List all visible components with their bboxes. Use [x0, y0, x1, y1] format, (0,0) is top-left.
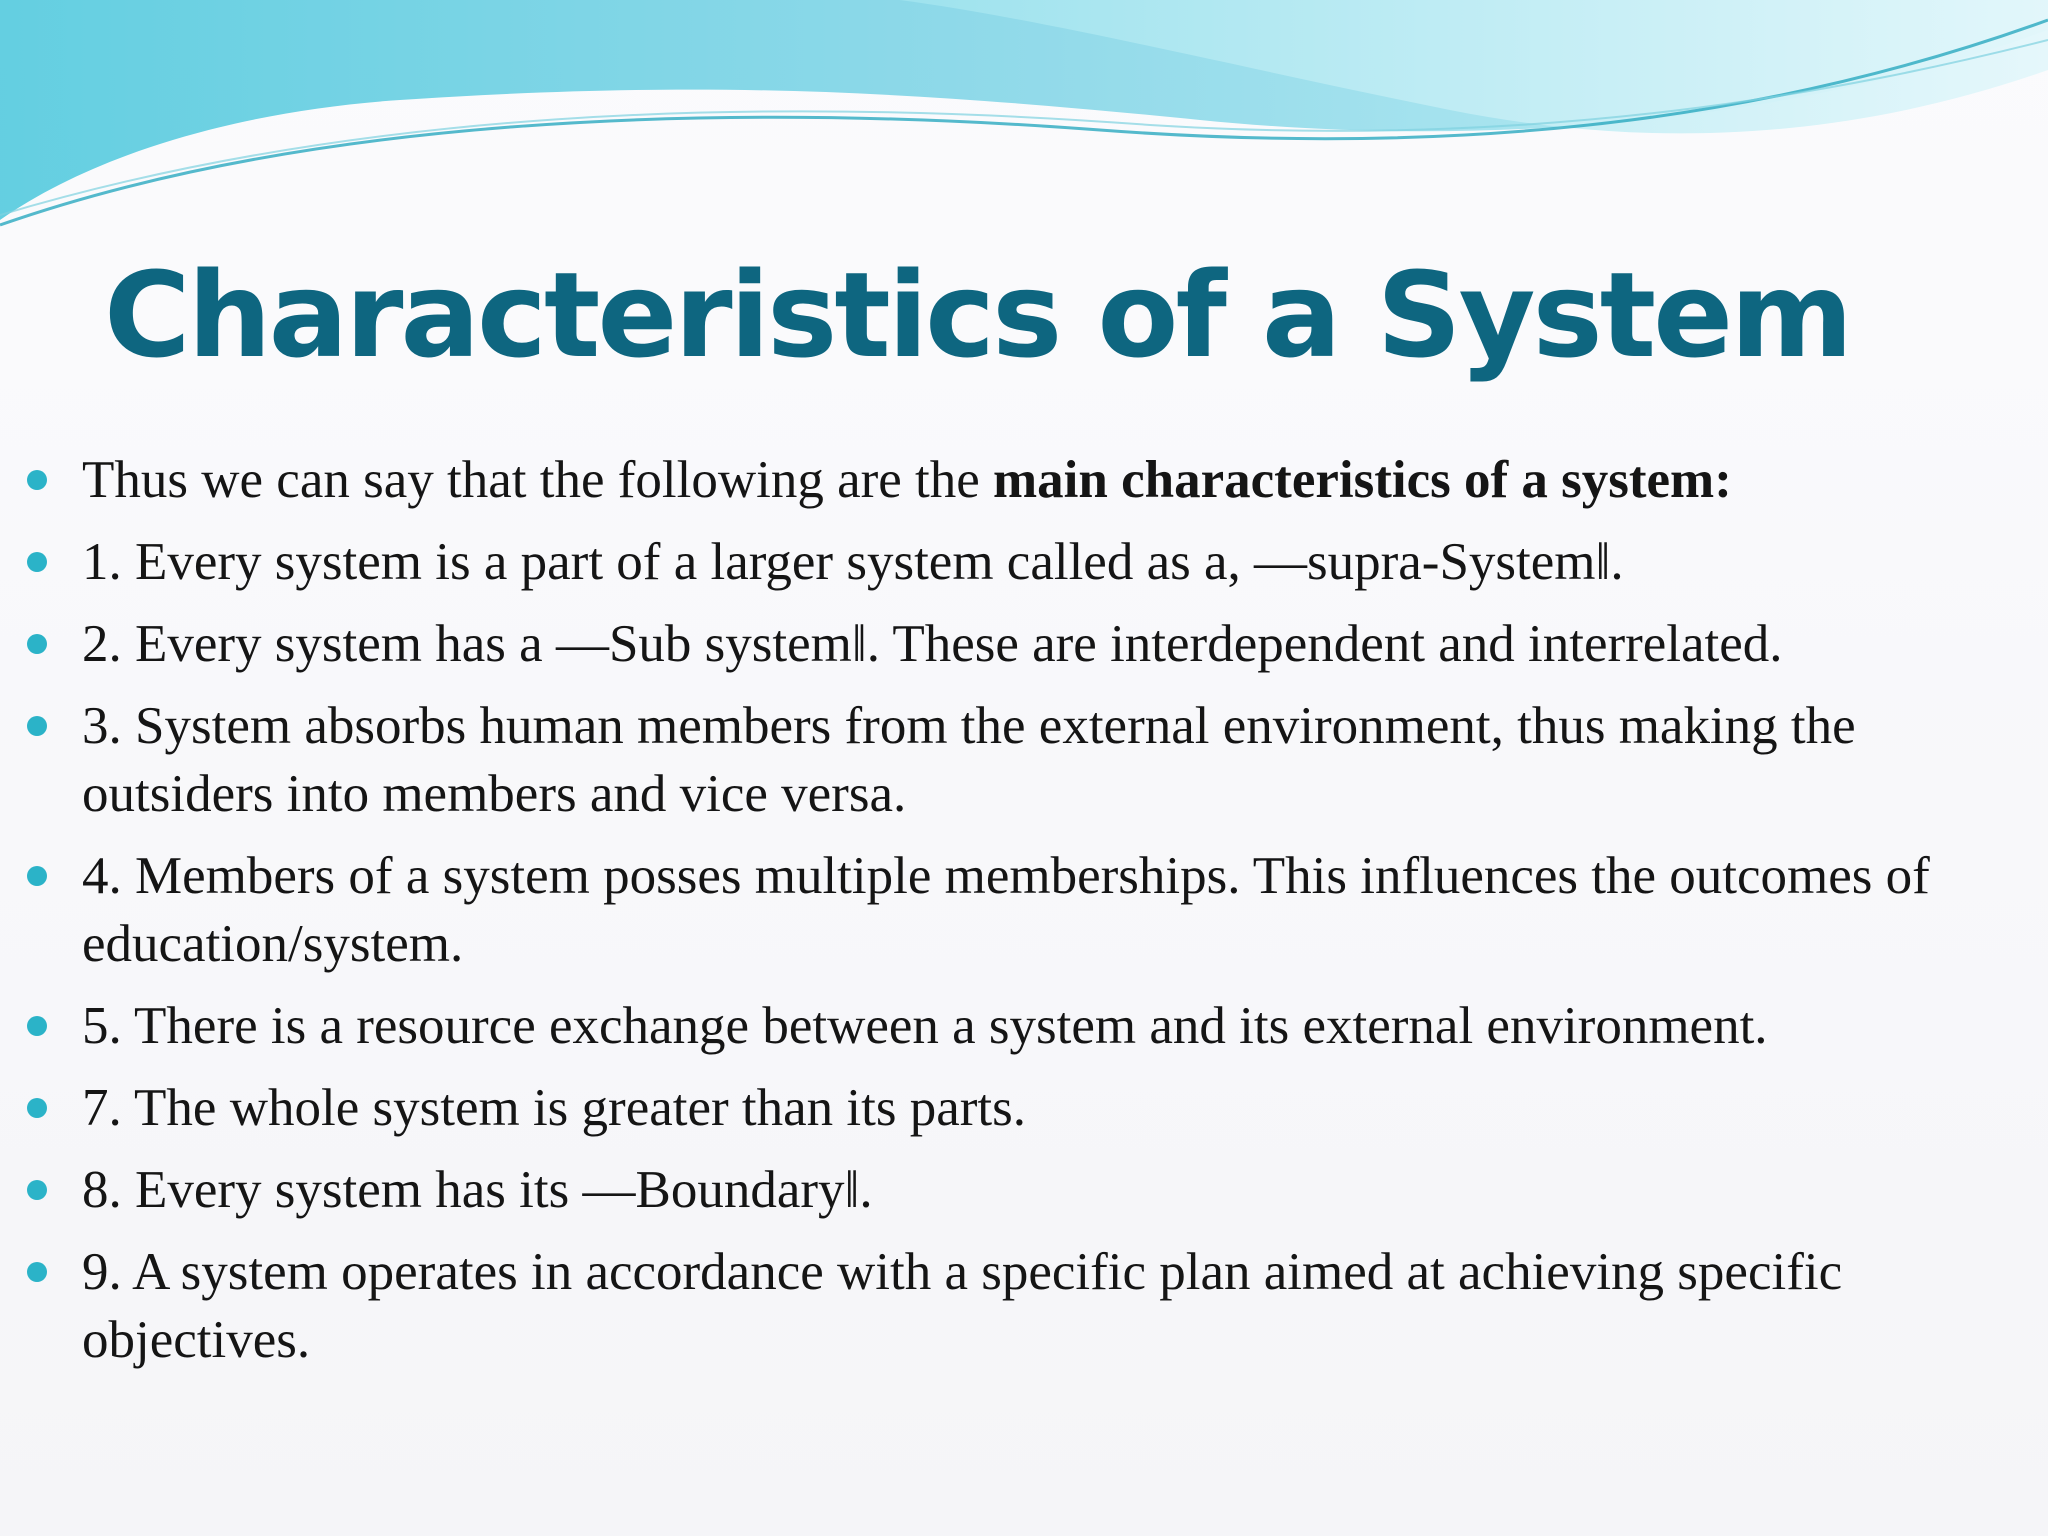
bullet-dot-icon [27, 866, 47, 886]
bullet-dot-icon [27, 1098, 47, 1118]
bullet-dot-icon [27, 470, 47, 490]
bullet-item [0, 992, 2048, 1060]
bullet-list [0, 446, 2048, 1388]
bullet-item [0, 610, 2048, 678]
bullet-item [0, 1238, 2048, 1374]
header-wave-decoration [0, 0, 2048, 240]
bullet-text: 4. Members of a system posses multiple memberships. This influences the outcomes of education/system. [82, 847, 1930, 973]
bullet-dot-icon [27, 552, 47, 572]
bullet-dot-icon [27, 1262, 47, 1282]
bullet-text: 1. Every system is a part of a larger system called as a, ―supra-System‖. [82, 533, 1624, 591]
bullet-dot-icon [27, 716, 47, 736]
bullet-text: 9. A system operates in accordance with a specific plan aimed at achieving specific objectives. [82, 1243, 1843, 1369]
bullet-bold-text: main characteristics of a system: [993, 451, 1732, 509]
bullet-item [0, 1074, 2048, 1142]
bullet-text: Thus we can say that the following are the [82, 451, 994, 509]
bullet-item [0, 528, 2048, 596]
bullet-dot-icon [27, 1180, 47, 1200]
bullet-text: 8. Every system has its ―Boundary‖. [82, 1161, 873, 1219]
bullet-text: 7. The whole system is greater than its parts. [82, 1079, 1026, 1137]
bullet-text: 5. There is a resource exchange between a system and its external environment. [82, 997, 1768, 1055]
slide-title: Characteristics of a System [104, 246, 1851, 384]
bullet-text: 3. System absorbs human members from the external environment, thus making the outsiders into members and vice versa. [82, 697, 1856, 823]
bullet-text: 2. Every system has a ―Sub system‖. These are interdependent and interrelated. [82, 615, 1783, 673]
bullet-item [0, 692, 2048, 828]
bullet-item [0, 842, 2048, 978]
bullet-item [0, 1156, 2048, 1224]
bullet-dot-icon [27, 634, 47, 654]
bullet-item [0, 446, 2048, 514]
bullet-dot-icon [27, 1016, 47, 1036]
